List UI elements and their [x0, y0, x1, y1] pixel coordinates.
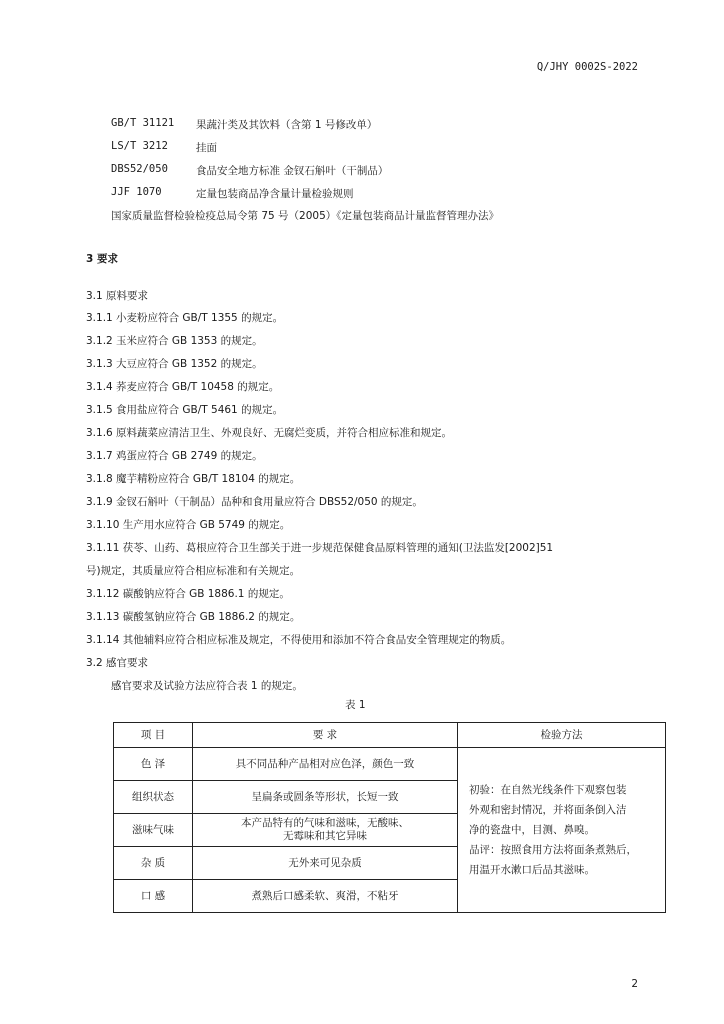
requirement-cell: 煮熟后口感柔软、爽滑，不粘牙 [193, 880, 458, 913]
section-heading: 3 要求 [86, 253, 118, 265]
requirement-item: 3.1.4 荞麦应符合 GB/T 10458 的规定。 [86, 381, 280, 393]
requirement-item: 3.1.13 碳酸氢钠应符合 GB 1886.2 的规定。 [86, 611, 301, 623]
requirement-item: 3.1.2 玉米应符合 GB 1353 的规定。 [86, 335, 263, 347]
table-header-cell: 检验方法 [458, 723, 666, 748]
test-method-line: 用温开水漱口后品其滋味。 [469, 864, 595, 876]
test-method-line: 品评：按照食用方法将面条煮熟后， [469, 844, 637, 856]
sensory-requirements-table [113, 722, 666, 913]
table-caption: 表 1 [345, 699, 366, 711]
test-method-line: 外观和密封情况，并将面条倒入洁 [469, 804, 627, 816]
reference-code: LS/T 3212 [111, 140, 168, 152]
document-code: Q/JHY 0002S-2022 [536, 61, 638, 73]
table-header-row [114, 723, 666, 748]
requirement-item: 3.1.11 茯苓、山药、葛根应符合卫生部关于进一步规范保健食品原料管理的通知(卫法监发[2002]51 [86, 542, 554, 554]
item-cell: 杂 质 [114, 847, 193, 880]
table-intro: 感官要求及试验方法应符合表 1 的规定。 [111, 680, 303, 692]
requirement-item: 3.1.12 碳酸钠应符合 GB 1886.1 的规定。 [86, 588, 290, 600]
table-header-cell: 项 目 [114, 723, 193, 748]
subsection-heading: 3.2 感官要求 [86, 657, 149, 669]
page-number: 2 [631, 978, 638, 990]
reference-code: GB/T 31121 [111, 117, 175, 129]
item-cell: 滋味气味 [114, 814, 193, 847]
reference-title: 果蔬汁类及其饮料（含第 1 号修改单） [196, 119, 378, 131]
item-cell: 色 泽 [114, 748, 193, 781]
reference-title: 挂面 [196, 142, 217, 154]
requirement-item: 3.1.5 食用盐应符合 GB/T 5461 的规定。 [86, 404, 284, 416]
test-method-line: 净的瓷盘中，目测、鼻嗅。 [469, 824, 595, 836]
table-header-cell: 要 求 [193, 723, 458, 748]
requirement-line: 无霉味和其它异味 [283, 830, 367, 842]
requirement-item: 3.1.8 魔芋精粉应符合 GB/T 18104 的规定。 [86, 473, 301, 485]
requirement-line: 本产品特有的气味和滋味，无酸味、 [241, 817, 409, 829]
requirement-cell: 具不同品种产品相对应色泽，颜色一致 [193, 748, 458, 781]
requirement-item: 3.1.9 金钗石斛叶（干制品）品种和食用量应符合 DBS52/050 的规定。 [86, 496, 423, 508]
test-method-cell [458, 748, 666, 913]
requirement-cell: 呈扁条或圆条等形状，长短一致 [193, 781, 458, 814]
item-cell: 组织状态 [114, 781, 193, 814]
table-row [114, 748, 666, 781]
requirement-cell [193, 814, 458, 847]
reference-note: 国家质量监督检验检疫总局令第 75 号（2005）《定量包装商品计量监督管理办法》 [111, 210, 500, 222]
requirement-item: 3.1.3 大豆应符合 GB 1352 的规定。 [86, 358, 263, 370]
reference-code: JJF 1070 [111, 186, 162, 198]
requirement-item: 3.1.6 原料蔬菜应清洁卫生、外观良好、无腐烂变质，并符合相应标准和规定。 [86, 427, 453, 439]
requirement-item: 3.1.7 鸡蛋应符合 GB 2749 的规定。 [86, 450, 263, 462]
subsection-heading: 3.1 原料要求 [86, 290, 149, 302]
item-cell: 口 感 [114, 880, 193, 913]
requirement-item: 3.1.1 小麦粉应符合 GB/T 1355 的规定。 [86, 312, 284, 324]
reference-title: 定量包装商品净含量计量检验规则 [196, 188, 354, 200]
requirement-item: 3.1.14 其他辅料应符合相应标准及规定，不得使用和添加不符合食品安全管理规定的物质。 [86, 634, 512, 646]
reference-code: DBS52/050 [111, 163, 168, 175]
test-method-line: 初验：在自然光线条件下观察包装 [469, 784, 627, 796]
reference-title: 食品安全地方标准 金钗石斛叶（干制品） [196, 165, 389, 177]
requirement-cell: 无外来可见杂质 [193, 847, 458, 880]
requirement-item: 3.1.10 生产用水应符合 GB 5749 的规定。 [86, 519, 291, 531]
requirement-item-continuation: 号)规定，其质量应符合相应标准和有关规定。 [86, 565, 301, 577]
